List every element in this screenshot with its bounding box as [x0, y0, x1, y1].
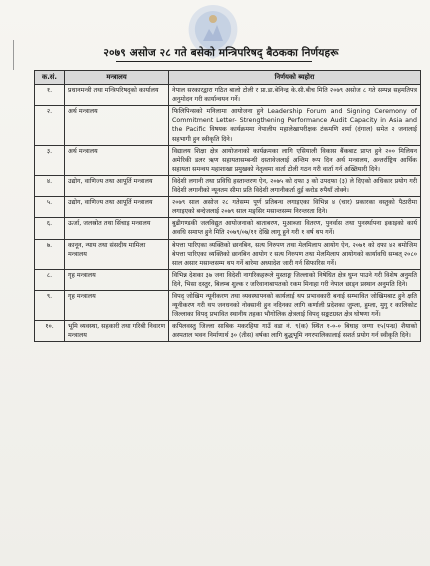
row-decision: विद्यालय शिक्षा क्षेत्र आयोजनाको कार्यक्रमका लागि एसियाली विकास बैंकबाट प्राप्त हुने २०० मिलियन अमेरिकी डलर ऋण सहायतासम्बन्धी दस्तावेजलाई अन्तिम रूप दिन अर्थ मन्त्रालय, अन्तर्राष्ट्रिय आर्थिक सहायता समन्वय महाशाखा प्रमुखको नेतृत्वमा वार्ता टोली गठन गरी वार्ता गर्न अख्तियारी दिने।: [169, 145, 421, 175]
row-decision: विदेशी लगानी तथा प्रविधि हस्तान्तरण ऐन, २०७५ को दफा ३ को उपदफा (३) ले दिएको अधिकार प्रयोग गरी विदेशी लगानीको न्यूनतम सीमा प्रति विदेशी लगानीकर्ता दुई करोड रुपैयाँ तोक्ने।: [169, 175, 421, 196]
row-ministry: उद्योग, वाणिज्य तथा आपूर्ति मन्त्रालय: [65, 175, 169, 196]
row-serial: ६.: [35, 218, 65, 239]
row-serial: ४.: [35, 175, 65, 196]
row-ministry: गृह मन्त्रालय: [65, 290, 169, 320]
row-serial: १.: [35, 85, 65, 106]
row-serial: ३.: [35, 145, 65, 175]
row-decision: कपिलवस्तु जिल्ला साबिक मकरहिया गाउँ वडा नं. ९(क) स्थित १-०-० बिघाह जग्गा १५(पन्ध्र) शैयाको अस्पताल भवन निर्माणार्थ ३० (तीस) वर्षका लागि बुद्धभूमि नगरपालिकालाई सशर्त प्रयोग गर्न स्वीकृति दिने।: [169, 321, 421, 342]
row-serial: २.: [35, 106, 65, 145]
table-row: [35, 239, 421, 269]
row-ministry: भूमि व्यवस्था, सहकारी तथा गरिबी निवारण मन्त्रालय: [65, 321, 169, 342]
table-row: [35, 145, 421, 175]
table-row: [35, 175, 421, 196]
row-ministry: कानून, न्याय तथा संसदीय मामिला मन्त्रालय: [65, 239, 169, 269]
row-decision: विपद् जोखिम न्यूनीकरण तथा व्यवस्थापनको कार्यलाई थप प्रभावकारी बनाई सम्भावित जोखिमबाट हुने क्षति न्यूनीकरण गरी थप जनधनको नोक्सानी हुन नदिनका लागि कर्णाली प्रदेशका जुम्ला, हुम्ला, मुगु र कालिकोट जिल्लाका विपद् प्रभावित स्थानीय तहका भौगोलिक क्षेत्रलाई विपद् सङ्कटग्रस्त क्षेत्र घोषणा गर्ने।: [169, 290, 421, 320]
table-row: [35, 269, 421, 290]
table-row: [35, 218, 421, 239]
header-ministry: मन्त्रालय: [65, 71, 169, 85]
header-serial: क.सं.: [35, 71, 65, 85]
row-ministry: प्रधानमन्त्री तथा मन्त्रिपरिषद्को कार्यालय: [65, 85, 169, 106]
row-serial: १०.: [35, 321, 65, 342]
row-ministry: गृह मन्त्रालय: [65, 269, 169, 290]
row-ministry: ऊर्जा, जलस्रोत तथा सिंचाइ मन्त्रालय: [65, 218, 169, 239]
row-ministry: अर्थ मन्त्रालय: [65, 106, 169, 145]
decisions-table: [34, 70, 421, 342]
table-row: [35, 197, 421, 218]
table-row: [35, 290, 421, 320]
row-decision: नेपाल सरकारद्वारा गठित बालो टोली र प्रा.डा.बेनिन्द्र के.सी.बीच मिति २०७९ असोज ८ गते सम्पन्न सहमतिपत्र अनुमोदन गरी कार्यान्वयन गर्ने।: [169, 85, 421, 106]
row-serial: ९.: [35, 290, 65, 320]
row-decision: फिलिपिन्सको मनिलामा आयोजना हुने Leadership Forum and Signing Ceremony of Commitment Letter- Strengthening Performance Audit Capacity in Asia and the Pacific विषयक कार्यक्रममा नेपालीय महालेखापरीक्षक टंकमणि शर्मा (दंगाल) समेत २ जनालाई सहभागी हुन स्वीकृति दिने।: [169, 106, 421, 145]
row-serial: ७.: [35, 239, 65, 269]
margin-mark: [13, 40, 14, 70]
table-row: [35, 106, 421, 145]
row-serial: ८.: [35, 269, 65, 290]
table-row: [35, 321, 421, 342]
page-title: २०७९ असोज २८ गते बसेको मन्त्रिपरिषद् बैठकका निर्णयहरू: [103, 47, 339, 59]
table-row: [35, 85, 421, 106]
title-underline: [116, 61, 312, 62]
row-ministry: उद्योग, वाणिज्य तथा आपूर्ति मन्त्रालय: [65, 197, 169, 218]
row-decision: विभिन्न देशका ३७ जना विदेशी नागरिकहरूले मुस्ताङ्ग जिल्लाको निषेधित क्षेत्र घुम्न पाउने गरी विशेष अनुमति दिने, भिसा दस्तुर, बिलम्ब शुल्क र जरिवानाबापतको रकम मिनाहा गरी नेपाल छाड्न प्रस्थान अनुमति दिने।: [169, 269, 421, 290]
header-decision: निर्णयको ब्यहोरा: [169, 71, 421, 85]
row-ministry: अर्थ मन्त्रालय: [65, 145, 169, 175]
row-decision: बेपत्ता पारिएका व्यक्तिको छानबिन, सत्य निरुपण तथा मेलमिलाप आयोग ऐन, २०७१ को दफा ४२ बमोजिम बेपत्ता पारिएका व्यक्तिको छानबिन आयोग र सत्य निरुपण तथा मेलमिलाप आयोगको कार्यावधि सम्बत् २०८० साल असार मसान्तसम्म थप गर्ने बारेमा अध्यादेश जारी गर्न सिफारिस गर्ने।: [169, 239, 421, 269]
row-serial: ५.: [35, 197, 65, 218]
table-header-row: [35, 71, 421, 85]
row-decision: बुढीगण्डकी जलविद्युत आयोजनाको बाताबरण, मुआब्जा वितरण, पुनर्वास तथा पुनर्स्थापना इकाइको कार्य अवधि समाप्त हुने मिति २०७९/०७/११ देखि लागू हुने गरी १ वर्ष थप गर्ने।: [169, 218, 421, 239]
row-decision: २०७९ साल असोज २८ गतेसम्म पूर्ण प्रतिबन्ध लगाइएका विभिन्न ४ (चार) प्रकारका वस्तुको पैठारीमा लगाइएको बन्देजलाई २०७९ साल मङ्सिर मसान्तसम्म निरन्तरता दिने।: [169, 197, 421, 218]
